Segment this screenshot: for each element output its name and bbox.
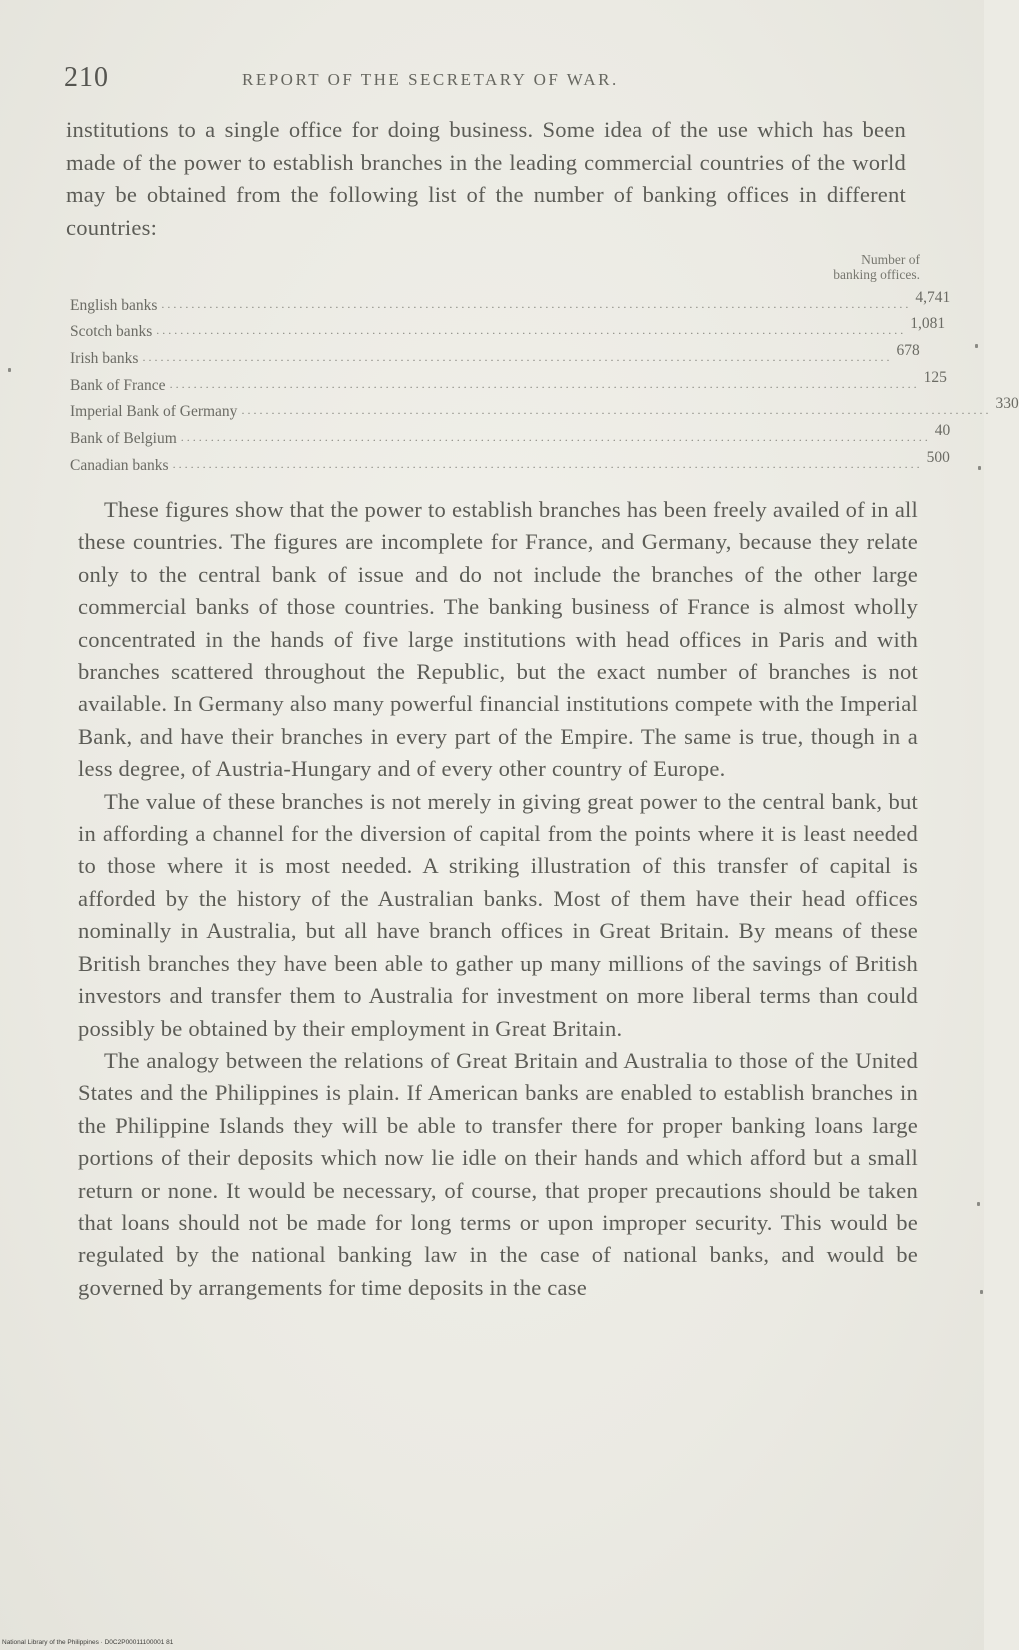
margin-speck	[977, 1202, 980, 1206]
bank-name: English banks	[70, 296, 158, 314]
bank-name: Scotch banks	[70, 323, 153, 341]
paragraph: The analogy between the relations of Great Britain and Australia to those of the United States and the Philippines is plain. If American banks are enabled to establish branches in the Philippine Islands they will be able to transfer there for proper banking loans large portions of their deposits which now lie idle on their hands and which afford but a small return or none. It would be necessary, of course, that proper precautions should be taken that loans should not be made for long terms or upon improper security. This would be regulated by the national banking law in the case of national banks, and would be governed by arrangements for time deposits in the case	[78, 1047, 918, 1300]
leader-dots: .............................................................................................................................	[172, 456, 923, 471]
bank-offices-count: 678	[896, 342, 920, 360]
leader-dots: .............................................................................................................................	[180, 430, 931, 445]
header-title: REPORT OF THE SECRETARY OF WAR.	[242, 70, 619, 89]
column-header-line-2: banking offices.	[833, 267, 920, 282]
bank-offices-count: 330	[995, 395, 1019, 413]
leader-dots: .............................................................................................................................	[142, 350, 893, 365]
leader-dots: .............................................................................................................................	[161, 296, 912, 311]
bank-offices-count: 4,741	[915, 288, 951, 306]
column-header-line-1: Number of	[861, 252, 920, 267]
running-head	[64, 62, 914, 102]
leader-dots: .............................................................................................................................	[169, 376, 920, 391]
bank-offices-count: 40	[934, 422, 951, 440]
page-number: 210	[64, 62, 109, 93]
leader-dots: .............................................................................................................................	[241, 403, 992, 418]
bank-name: Bank of Belgium	[70, 430, 177, 448]
bank-offices-count: 125	[923, 368, 947, 386]
bank-name: Canadian banks	[70, 456, 169, 474]
leader-dots: .............................................................................................................................	[156, 323, 907, 338]
table-row	[70, 395, 1019, 422]
margin-speck	[8, 368, 11, 372]
table-row	[70, 448, 950, 475]
bank-name: Imperial Bank of Germany	[70, 403, 238, 421]
table-row	[70, 341, 920, 368]
paragraph: These figures show that the power to establish branches has been freely availed of in all these countries. The figures are incomplete for France, and Germany, because they relate only to the central bank of issue and do not include the branches of the other large commercial banks of those countries. The banking business of France is almost wholly concentrated in the hands of five large institutions with head offices in Paris and with branches scattered throughout the Republic, but the exact number of branches is not available. In Germany also many powerful financial institutions compete with the Imperial Bank, and have their branches in every part of the Empire. The same is true, though in a less degree, of Austria-Hungary and of every other country of Europe.	[78, 497, 918, 782]
margin-speck	[975, 344, 978, 348]
margin-speck	[980, 1290, 983, 1294]
footer-credit: National Library of the Philippines · D0C2P00011100001 81	[2, 1639, 174, 1646]
table-row	[70, 368, 947, 395]
bank-name: Bank of France	[70, 376, 166, 394]
margin-speck	[978, 466, 981, 470]
bank-offices-count: 1,081	[910, 315, 946, 333]
paragraph: The value of these branches is not merely in giving great power to the central bank, but in affording a channel for the diversion of capital from the points where it is least needed to those where it is most needed. A striking illustration of this transfer of capital is afforded by the history of the Australian banks. Most of them have their head offices nominally in Australia, but all have branch offices in Great Britain. By means of these British branches they have been able to gather up many millions of the savings of British investors and transfer them to Australia for investment on more liberal terms than could possibly be obtained by their employment in Great Britain.	[78, 788, 918, 1041]
banking-offices-table	[70, 288, 1019, 475]
intro-paragraph: institutions to a single office for doing business. Some idea of the use which has been made of the power to establish branches in the leading commercial countries of the world may be obtained from the following list of the number of banking offices in different countries:	[66, 117, 906, 240]
bank-offices-count: 500	[926, 448, 950, 466]
table-column-header	[760, 252, 920, 282]
body-text	[78, 494, 918, 1304]
table-row	[70, 288, 951, 315]
bank-name: Irish banks	[70, 350, 139, 368]
table-row	[70, 421, 951, 448]
table-row	[70, 315, 946, 342]
